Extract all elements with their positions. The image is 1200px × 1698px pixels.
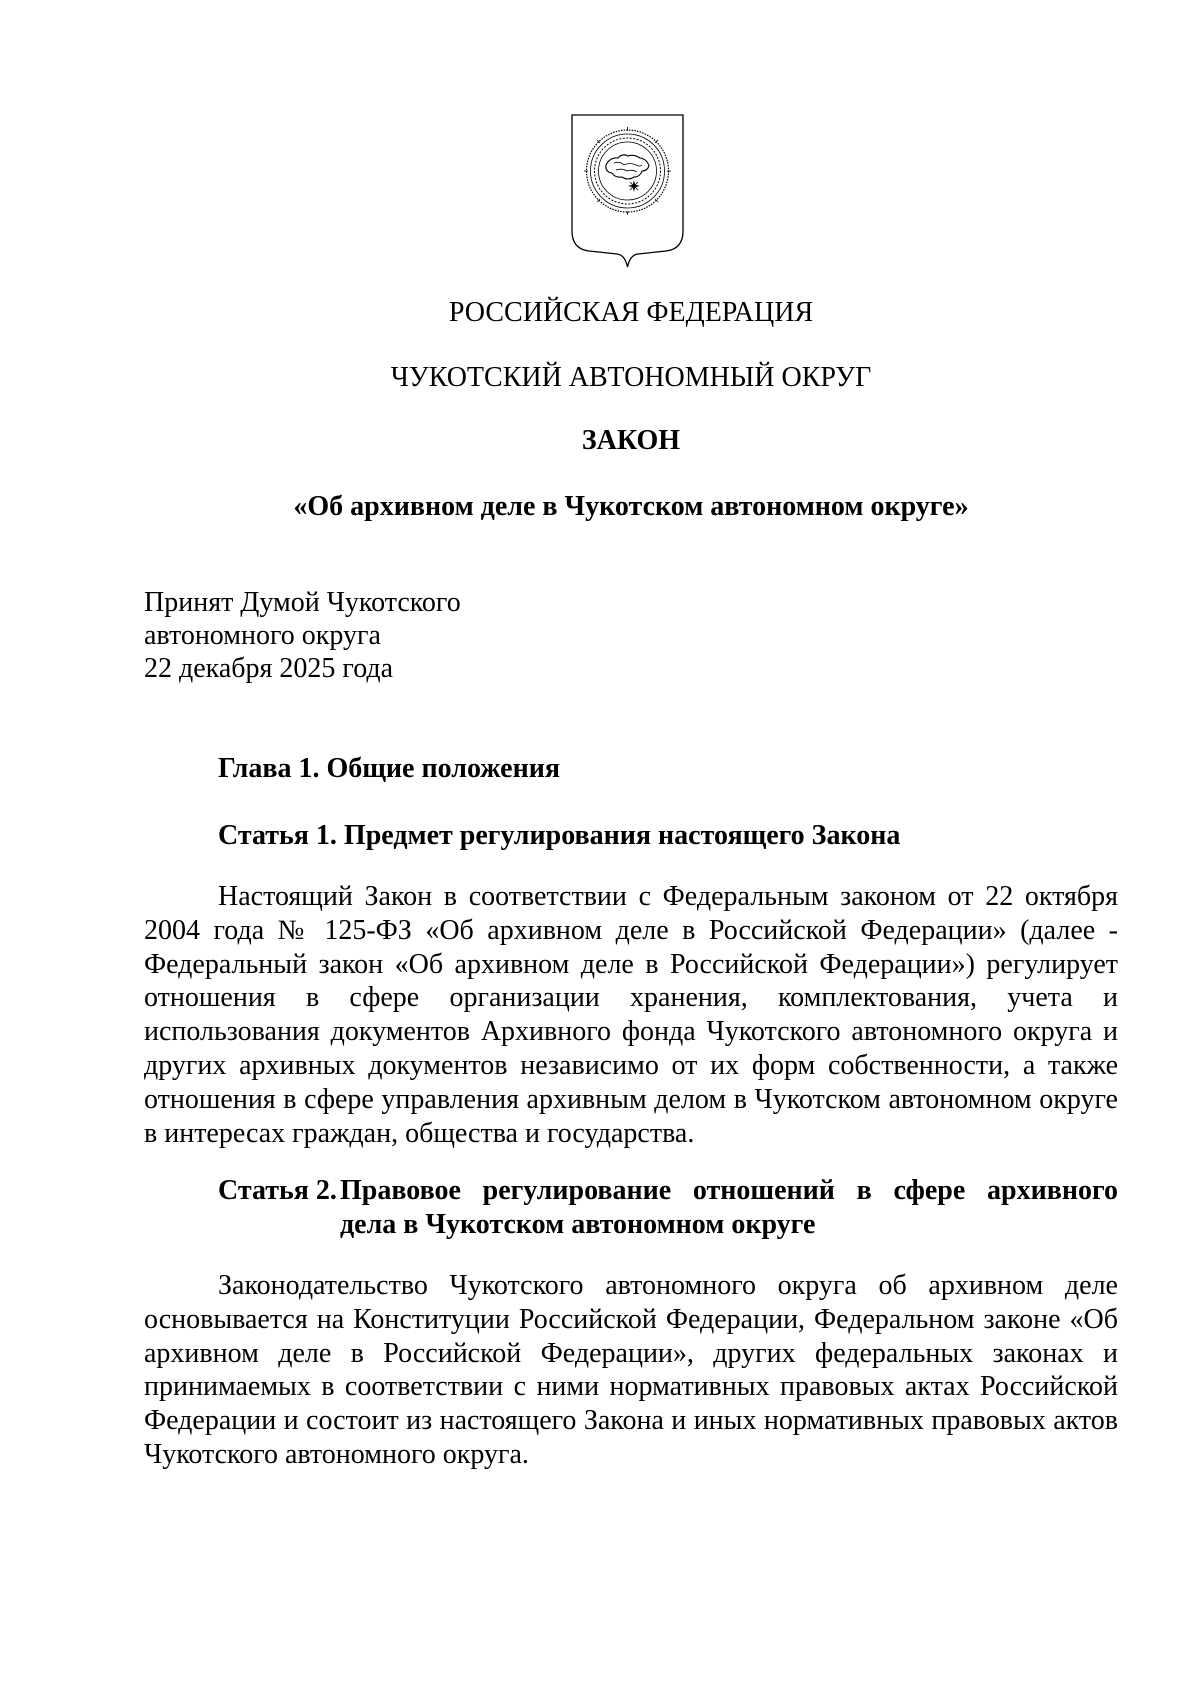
article-2-text: Законодательство Чукотского автономного округа об архивном деле основывается на Конституции Российской Федерации, Федеральном законе «Об архивном деле в Российской Федерации», других федеральных законах и принимаемых в соответствии с ними нормативных правовых актах Российской Федерации и состоит из настоящего Закона и иных нормативных правовых актов Чукотского автономного округа. [144, 1270, 1118, 1470]
adoption-block [144, 586, 461, 685]
header-region: ЧУКОТСКИЙ АВТОНОМНЫЙ ОКРУГ [390, 362, 872, 393]
chapter-1-heading: Глава 1. Общие положения [218, 753, 561, 784]
article-2-title-line-2: дела в Чукотском автономном округе [340, 1209, 816, 1240]
article-1-heading: Статья 1. Предмет регулирования настоящего Закона [218, 820, 901, 851]
adoption-line-1: Принят Думой Чукотского [144, 587, 461, 618]
article-2-title [340, 1174, 1118, 1242]
header-doc-type: ЗАКОН [581, 425, 681, 456]
article-2-number: Статья 2. [218, 1175, 337, 1206]
header-country: РОССИЙСКАЯ ФЕДЕРАЦИЯ [448, 297, 814, 328]
coat-of-arms-icon [570, 113, 685, 269]
law-title: «Об архивном деле в Чукотском автономном округе» [293, 491, 969, 522]
adoption-line-2: автономного округа [144, 620, 381, 651]
article-1-text: Настоящий Закон в соответствии с Федеральным законом от 22 октября 2004 года № 125-ФЗ «Об архивном деле в Российской Федерации» (далее - Федеральный закон «Об архивном деле в Российской Федерации») регулирует отношения в сфере организации хранения, комплектования, учета и использования документов Архивного фонда Чукотского автономного округа и других архивных документов независимо от их форм собственности, а также отношения в сфере управления архивным делом в Чукотском автономном округе в интересах граждан, общества и государства. [144, 881, 1118, 1149]
adoption-date: 22 декабря 2025 года [144, 653, 394, 684]
article-2-title-line-1: Правовое регулирование отношений в сфере архивного [340, 1175, 1118, 1206]
